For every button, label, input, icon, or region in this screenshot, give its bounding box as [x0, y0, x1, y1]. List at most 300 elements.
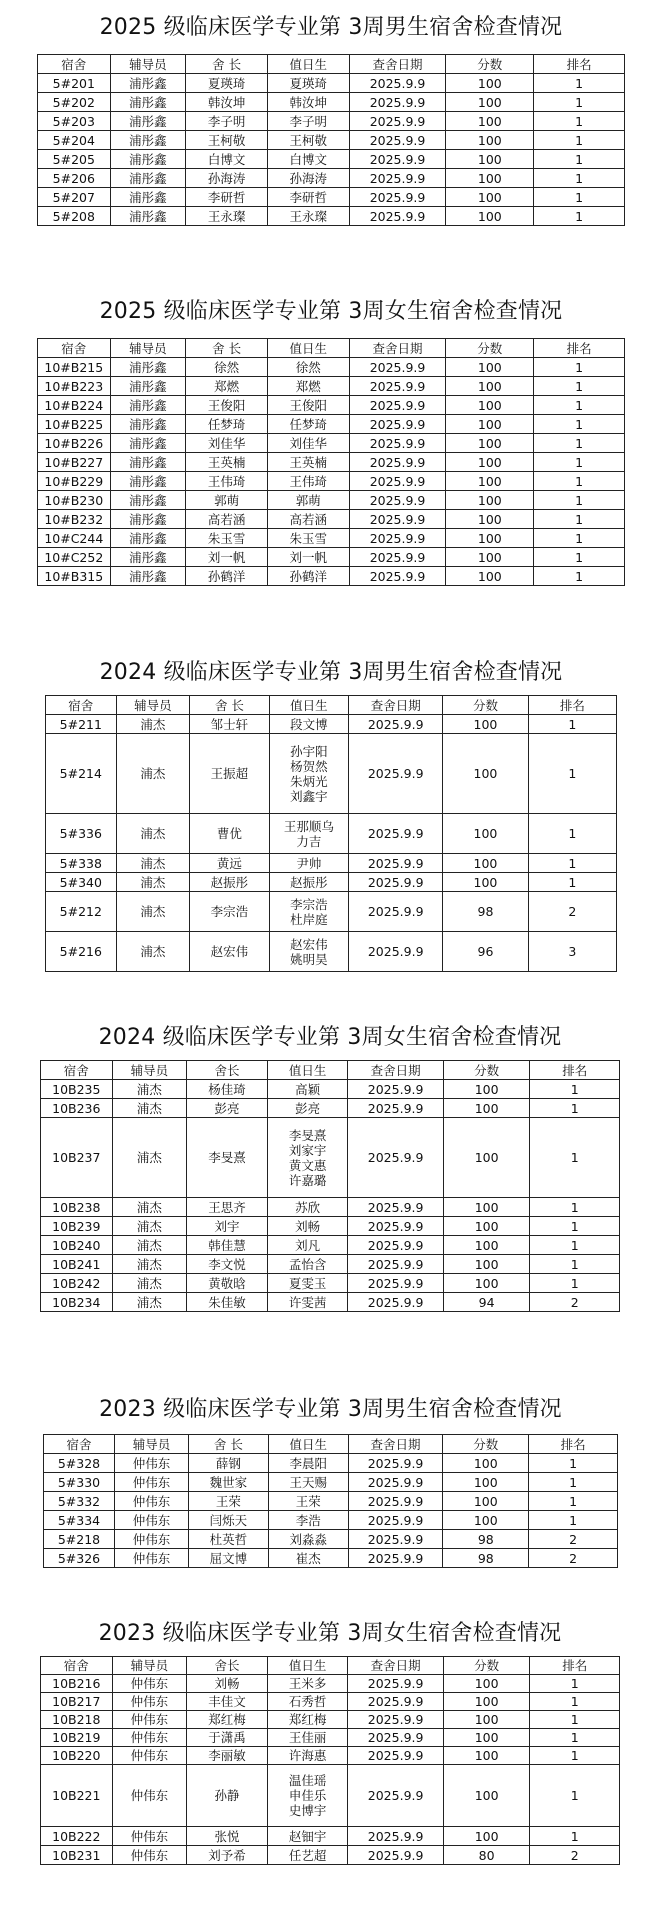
section-title: 2023 级临床医学专业第 3周女生宿舍检查情况 — [98, 1621, 562, 1646]
date-cell: 2025.9.9 — [348, 1675, 443, 1693]
table-header-row — [46, 696, 617, 715]
section-title: 2025 级临床医学专业第 3周女生宿舍检查情况 — [99, 299, 563, 324]
duty-cell: 刘淼淼 — [268, 1530, 348, 1549]
counselor-cell: 浦彤鑫 — [110, 358, 186, 377]
column-header: 分数 — [446, 339, 534, 358]
date-cell: 2025.9.9 — [349, 548, 446, 567]
score-cell: 100 — [443, 1711, 530, 1729]
dorm-cell: 5#202 — [38, 93, 111, 112]
rank-cell: 1 — [534, 415, 625, 434]
rank-cell: 1 — [529, 1454, 618, 1473]
rank-cell: 1 — [534, 529, 625, 548]
rank-cell: 1 — [530, 1711, 620, 1729]
duty-cell: 王英楠 — [267, 453, 349, 472]
counselor-cell: 浦杰 — [116, 873, 190, 892]
column-header: 辅导员 — [110, 339, 186, 358]
score-cell: 100 — [443, 1827, 530, 1846]
table-row — [38, 529, 625, 548]
date-cell: 2025.9.9 — [348, 1511, 443, 1530]
section-title: 2025 级临床医学专业第 3周男生宿舍检查情况 — [99, 15, 563, 40]
duty-cell: 王天赐 — [268, 1473, 348, 1492]
score-cell: 98 — [443, 1549, 529, 1568]
column-header: 舍 长 — [188, 1435, 268, 1454]
score-cell: 100 — [446, 510, 534, 529]
table-row — [38, 93, 625, 112]
score-cell: 100 — [446, 188, 534, 207]
duty-cell: 石秀哲 — [267, 1693, 348, 1711]
section-2023-male — [43, 1396, 618, 1568]
leader-cell: 彭亮 — [187, 1099, 268, 1118]
leader-cell: 高若涵 — [186, 510, 268, 529]
column-header: 宿舍 — [41, 1061, 113, 1080]
duty-cell: 温佳瑶 申佳乐 史博宇 — [267, 1765, 348, 1827]
score-cell: 100 — [443, 1080, 530, 1099]
score-cell: 100 — [446, 169, 534, 188]
rank-cell: 1 — [534, 434, 625, 453]
counselor-cell: 仲伟东 — [115, 1530, 189, 1549]
duty-cell: 李晨阳 — [268, 1454, 348, 1473]
counselor-cell: 仲伟东 — [112, 1693, 187, 1711]
counselor-cell: 仲伟东 — [112, 1827, 187, 1846]
score-cell: 100 — [443, 1473, 529, 1492]
column-header: 排名 — [528, 696, 616, 715]
section-title: 2023 级临床医学专业第 3周男生宿舍检查情况 — [99, 1397, 562, 1422]
inspection-table — [43, 1434, 618, 1568]
score-cell: 96 — [443, 932, 528, 972]
table-row — [41, 1729, 620, 1747]
date-cell: 2025.9.9 — [348, 1099, 443, 1118]
date-cell: 2025.9.9 — [349, 854, 443, 873]
rank-cell: 1 — [534, 131, 625, 150]
duty-cell: 郑燃 — [267, 377, 349, 396]
rank-cell: 1 — [528, 814, 616, 854]
section-2024-female — [40, 1024, 620, 1312]
dorm-cell: 10#C252 — [38, 548, 111, 567]
rank-cell: 1 — [529, 1473, 618, 1492]
dorm-cell: 5#205 — [38, 150, 111, 169]
rank-cell: 1 — [530, 1080, 620, 1099]
table-row — [38, 510, 625, 529]
duty-cell: 韩汝坤 — [267, 93, 349, 112]
date-cell: 2025.9.9 — [349, 112, 446, 131]
column-header: 查舍日期 — [349, 55, 446, 74]
column-header: 排名 — [534, 339, 625, 358]
column-header: 分数 — [443, 696, 528, 715]
rank-cell: 1 — [534, 377, 625, 396]
dorm-cell: 10B231 — [41, 1846, 113, 1865]
dorm-cell: 10#C244 — [38, 529, 111, 548]
score-cell: 100 — [443, 1118, 530, 1198]
column-header: 宿舍 — [44, 1435, 115, 1454]
dorm-cell: 5#330 — [44, 1473, 115, 1492]
score-cell: 100 — [443, 1217, 530, 1236]
date-cell: 2025.9.9 — [349, 491, 446, 510]
table-header-row — [38, 55, 625, 74]
score-cell: 100 — [446, 93, 534, 112]
dorm-cell: 10B216 — [41, 1675, 113, 1693]
date-cell: 2025.9.9 — [348, 1827, 443, 1846]
rank-cell: 1 — [530, 1118, 620, 1198]
duty-cell: 王永璨 — [267, 207, 349, 226]
duty-cell: 王俊阳 — [267, 396, 349, 415]
duty-cell: 刘畅 — [267, 1217, 348, 1236]
table-row — [44, 1549, 618, 1568]
table-row — [38, 567, 625, 586]
date-cell: 2025.9.9 — [349, 892, 443, 932]
score-cell: 100 — [443, 1274, 530, 1293]
duty-cell: 李子明 — [267, 112, 349, 131]
date-cell: 2025.9.9 — [349, 814, 443, 854]
table-row — [38, 188, 625, 207]
dorm-cell: 10B235 — [41, 1080, 113, 1099]
score-cell: 100 — [443, 1747, 530, 1765]
dorm-cell: 5#334 — [44, 1511, 115, 1530]
counselor-cell: 浦彤鑫 — [110, 396, 186, 415]
section-2023-female — [40, 1620, 620, 1865]
rank-cell: 1 — [530, 1675, 620, 1693]
dorm-cell: 5#328 — [44, 1454, 115, 1473]
score-cell: 100 — [443, 1492, 529, 1511]
counselor-cell: 浦杰 — [112, 1255, 187, 1274]
duty-cell: 刘佳华 — [267, 434, 349, 453]
duty-cell: 郭萌 — [267, 491, 349, 510]
table-row — [38, 377, 625, 396]
date-cell: 2025.9.9 — [349, 358, 446, 377]
date-cell: 2025.9.9 — [349, 453, 446, 472]
score-cell: 100 — [446, 472, 534, 491]
rank-cell: 1 — [528, 873, 616, 892]
leader-cell: 闫烁天 — [188, 1511, 268, 1530]
score-cell: 100 — [446, 529, 534, 548]
table-row — [41, 1255, 620, 1274]
column-header: 辅导员 — [115, 1435, 189, 1454]
score-cell: 100 — [443, 1099, 530, 1118]
column-header: 查舍日期 — [348, 1435, 443, 1454]
column-header: 辅导员 — [116, 696, 190, 715]
leader-cell: 杨佳琦 — [187, 1080, 268, 1099]
score-cell: 100 — [443, 1675, 530, 1693]
table-row — [46, 892, 617, 932]
leader-cell: 王思齐 — [187, 1198, 268, 1217]
counselor-cell: 浦杰 — [116, 715, 190, 734]
leader-cell: 刘畅 — [187, 1675, 268, 1693]
leader-cell: 王伟琦 — [186, 472, 268, 491]
dorm-cell: 10#B225 — [38, 415, 111, 434]
date-cell: 2025.9.9 — [349, 567, 446, 586]
column-header: 排名 — [534, 55, 625, 74]
table-row — [41, 1198, 620, 1217]
counselor-cell: 浦彤鑫 — [110, 434, 186, 453]
dorm-cell: 10B218 — [41, 1711, 113, 1729]
score-cell: 100 — [446, 453, 534, 472]
leader-cell: 孙鹤洋 — [186, 567, 268, 586]
column-header: 查舍日期 — [349, 339, 446, 358]
dorm-cell: 10B219 — [41, 1729, 113, 1747]
rank-cell: 1 — [534, 93, 625, 112]
dorm-cell: 5#208 — [38, 207, 111, 226]
score-cell: 100 — [446, 434, 534, 453]
column-header: 排名 — [530, 1657, 620, 1675]
leader-cell: 王荣 — [188, 1492, 268, 1511]
rank-cell: 1 — [534, 472, 625, 491]
column-header: 舍 长 — [190, 696, 269, 715]
counselor-cell: 浦杰 — [116, 734, 190, 814]
counselor-cell: 浦杰 — [112, 1198, 187, 1217]
duty-cell: 孟怡含 — [267, 1255, 348, 1274]
score-cell: 100 — [446, 131, 534, 150]
dorm-cell: 10#B227 — [38, 453, 111, 472]
duty-cell: 李旻熹 刘家宇 黄文惠 许嘉璐 — [267, 1118, 348, 1198]
table-row — [46, 814, 617, 854]
date-cell: 2025.9.9 — [348, 1274, 443, 1293]
column-header: 值日生 — [267, 55, 349, 74]
duty-cell: 任梦琦 — [267, 415, 349, 434]
duty-cell: 李研哲 — [267, 188, 349, 207]
column-header: 分数 — [446, 55, 534, 74]
table-row — [38, 207, 625, 226]
column-header: 宿舍 — [46, 696, 117, 715]
leader-cell: 王柯敬 — [186, 131, 268, 150]
table-row — [41, 1274, 620, 1293]
leader-cell: 韩汝坤 — [186, 93, 268, 112]
inspection-table — [45, 695, 617, 972]
score-cell: 100 — [446, 548, 534, 567]
rank-cell: 1 — [534, 112, 625, 131]
counselor-cell: 仲伟东 — [115, 1473, 189, 1492]
duty-cell: 高颖 — [267, 1080, 348, 1099]
dorm-cell: 10#B232 — [38, 510, 111, 529]
counselor-cell: 仲伟东 — [115, 1454, 189, 1473]
table-row — [41, 1765, 620, 1827]
leader-cell: 李子明 — [186, 112, 268, 131]
rank-cell: 1 — [529, 1511, 618, 1530]
table-row — [38, 150, 625, 169]
date-cell: 2025.9.9 — [349, 188, 446, 207]
table-header-row — [38, 339, 625, 358]
date-cell: 2025.9.9 — [348, 1765, 443, 1827]
column-header: 舍 长 — [186, 339, 268, 358]
rank-cell: 1 — [530, 1099, 620, 1118]
date-cell: 2025.9.9 — [349, 873, 443, 892]
leader-cell: 赵宏伟 — [190, 932, 269, 972]
dorm-cell: 5#336 — [46, 814, 117, 854]
table-row — [38, 415, 625, 434]
counselor-cell: 浦彤鑫 — [110, 207, 186, 226]
duty-cell: 赵振彤 — [269, 873, 348, 892]
date-cell: 2025.9.9 — [348, 1549, 443, 1568]
table-row — [46, 715, 617, 734]
column-header: 分数 — [443, 1061, 530, 1080]
table-row — [41, 1118, 620, 1198]
table-row — [41, 1236, 620, 1255]
dorm-cell: 5#214 — [46, 734, 117, 814]
rank-cell: 1 — [530, 1274, 620, 1293]
section-title: 2024 级临床医学专业第 3周女生宿舍检查情况 — [98, 1025, 562, 1050]
rank-cell: 1 — [530, 1255, 620, 1274]
table-row — [44, 1511, 618, 1530]
table-row — [46, 854, 617, 873]
rank-cell: 1 — [528, 734, 616, 814]
leader-cell: 李宗浩 — [190, 892, 269, 932]
leader-cell: 李研哲 — [186, 188, 268, 207]
rank-cell: 1 — [534, 510, 625, 529]
date-cell: 2025.9.9 — [349, 734, 443, 814]
rank-cell: 1 — [534, 567, 625, 586]
duty-cell: 赵宏伟 姚明昊 — [269, 932, 348, 972]
column-header: 宿舍 — [38, 339, 111, 358]
date-cell: 2025.9.9 — [349, 472, 446, 491]
rank-cell: 1 — [530, 1765, 620, 1827]
section-2025-male — [37, 14, 625, 226]
score-cell: 100 — [446, 207, 534, 226]
duty-cell: 尹帅 — [269, 854, 348, 873]
rank-cell: 3 — [528, 932, 616, 972]
rank-cell: 2 — [530, 1293, 620, 1312]
date-cell: 2025.9.9 — [349, 529, 446, 548]
dorm-cell: 10#B224 — [38, 396, 111, 415]
date-cell: 2025.9.9 — [349, 93, 446, 112]
counselor-cell: 浦杰 — [112, 1293, 187, 1312]
counselor-cell: 仲伟东 — [112, 1675, 187, 1693]
duty-cell: 许海惠 — [267, 1747, 348, 1765]
leader-cell: 刘一帆 — [186, 548, 268, 567]
rank-cell: 1 — [530, 1693, 620, 1711]
duty-cell: 王那顺乌 力吉 — [269, 814, 348, 854]
table-row — [38, 396, 625, 415]
dorm-cell: 10B240 — [41, 1236, 113, 1255]
leader-cell: 李旻熹 — [187, 1118, 268, 1198]
counselor-cell: 浦杰 — [112, 1217, 187, 1236]
dorm-cell: 5#212 — [46, 892, 117, 932]
rank-cell: 1 — [534, 74, 625, 93]
rank-cell: 2 — [528, 892, 616, 932]
table-row — [44, 1454, 618, 1473]
score-cell: 100 — [446, 491, 534, 510]
counselor-cell: 浦杰 — [112, 1099, 187, 1118]
table-row — [44, 1473, 618, 1492]
dorm-cell: 5#340 — [46, 873, 117, 892]
date-cell: 2025.9.9 — [348, 1236, 443, 1255]
leader-cell: 张悦 — [187, 1827, 268, 1846]
rank-cell: 1 — [534, 491, 625, 510]
date-cell: 2025.9.9 — [349, 434, 446, 453]
score-cell: 100 — [446, 112, 534, 131]
score-cell: 100 — [443, 1198, 530, 1217]
column-header: 查舍日期 — [349, 696, 443, 715]
leader-cell: 郑燃 — [186, 377, 268, 396]
duty-cell: 孙海涛 — [267, 169, 349, 188]
score-cell: 100 — [443, 1255, 530, 1274]
counselor-cell: 浦彤鑫 — [110, 415, 186, 434]
counselor-cell: 浦杰 — [112, 1236, 187, 1255]
duty-cell: 李宗浩 杜岸庭 — [269, 892, 348, 932]
score-cell: 100 — [443, 873, 528, 892]
score-cell: 100 — [446, 567, 534, 586]
score-cell: 100 — [446, 150, 534, 169]
table-row — [38, 434, 625, 453]
date-cell: 2025.9.9 — [348, 1846, 443, 1865]
counselor-cell: 浦杰 — [116, 814, 190, 854]
rank-cell: 1 — [534, 207, 625, 226]
section-title: 2024 级临床医学专业第 3周男生宿舍检查情况 — [99, 660, 563, 685]
duty-cell: 夏瑛琦 — [267, 74, 349, 93]
column-header: 分数 — [443, 1657, 530, 1675]
score-cell: 100 — [443, 1693, 530, 1711]
duty-cell: 任艺超 — [267, 1846, 348, 1865]
table-row — [38, 74, 625, 93]
duty-cell: 高若涵 — [267, 510, 349, 529]
date-cell: 2025.9.9 — [348, 1255, 443, 1274]
score-cell: 100 — [443, 1729, 530, 1747]
column-header: 辅导员 — [112, 1657, 187, 1675]
rank-cell: 2 — [529, 1530, 618, 1549]
duty-cell: 朱玉雪 — [267, 529, 349, 548]
rank-cell: 1 — [528, 854, 616, 873]
rank-cell: 1 — [534, 548, 625, 567]
section-2025-female — [37, 298, 625, 586]
date-cell: 2025.9.9 — [348, 1747, 443, 1765]
column-header: 值日生 — [268, 1435, 348, 1454]
column-header: 分数 — [443, 1435, 529, 1454]
dorm-cell: 5#332 — [44, 1492, 115, 1511]
table-row — [38, 358, 625, 377]
dorm-cell: 10B241 — [41, 1255, 113, 1274]
date-cell: 2025.9.9 — [348, 1293, 443, 1312]
leader-cell: 王永璨 — [186, 207, 268, 226]
column-header: 舍长 — [187, 1657, 268, 1675]
counselor-cell: 浦彤鑫 — [110, 74, 186, 93]
counselor-cell: 仲伟东 — [115, 1511, 189, 1530]
leader-cell: 徐然 — [186, 358, 268, 377]
dorm-cell: 5#201 — [38, 74, 111, 93]
date-cell: 2025.9.9 — [348, 1693, 443, 1711]
leader-cell: 郭萌 — [186, 491, 268, 510]
table-row — [38, 453, 625, 472]
leader-cell: 李丽敏 — [187, 1747, 268, 1765]
leader-cell: 刘宇 — [187, 1217, 268, 1236]
table-row — [41, 1747, 620, 1765]
counselor-cell: 浦彤鑫 — [110, 188, 186, 207]
dorm-cell: 5#206 — [38, 169, 111, 188]
rank-cell: 1 — [530, 1217, 620, 1236]
counselor-cell: 浦彤鑫 — [110, 567, 186, 586]
leader-cell: 夏瑛琦 — [186, 74, 268, 93]
leader-cell: 郑红梅 — [187, 1711, 268, 1729]
date-cell: 2025.9.9 — [349, 415, 446, 434]
table-row — [41, 1827, 620, 1846]
leader-cell: 杜英哲 — [188, 1530, 268, 1549]
column-header: 排名 — [530, 1061, 620, 1080]
dorm-cell: 5#326 — [44, 1549, 115, 1568]
section-2024-male — [45, 659, 617, 972]
counselor-cell: 浦彤鑫 — [110, 131, 186, 150]
date-cell: 2025.9.9 — [349, 131, 446, 150]
counselor-cell: 仲伟东 — [112, 1729, 187, 1747]
inspection-table — [40, 1060, 620, 1312]
dorm-cell: 10B236 — [41, 1099, 113, 1118]
duty-cell: 夏雯玉 — [267, 1274, 348, 1293]
counselor-cell: 浦彤鑫 — [110, 548, 186, 567]
dorm-cell: 10B239 — [41, 1217, 113, 1236]
duty-cell: 许雯茜 — [267, 1293, 348, 1312]
score-cell: 100 — [443, 1236, 530, 1255]
score-cell: 100 — [446, 358, 534, 377]
dorm-cell: 10B217 — [41, 1693, 113, 1711]
rank-cell: 1 — [530, 1729, 620, 1747]
date-cell: 2025.9.9 — [349, 932, 443, 972]
rank-cell: 1 — [534, 150, 625, 169]
duty-cell: 孙宇阳 杨贺然 朱炳光 刘鑫宇 — [269, 734, 348, 814]
